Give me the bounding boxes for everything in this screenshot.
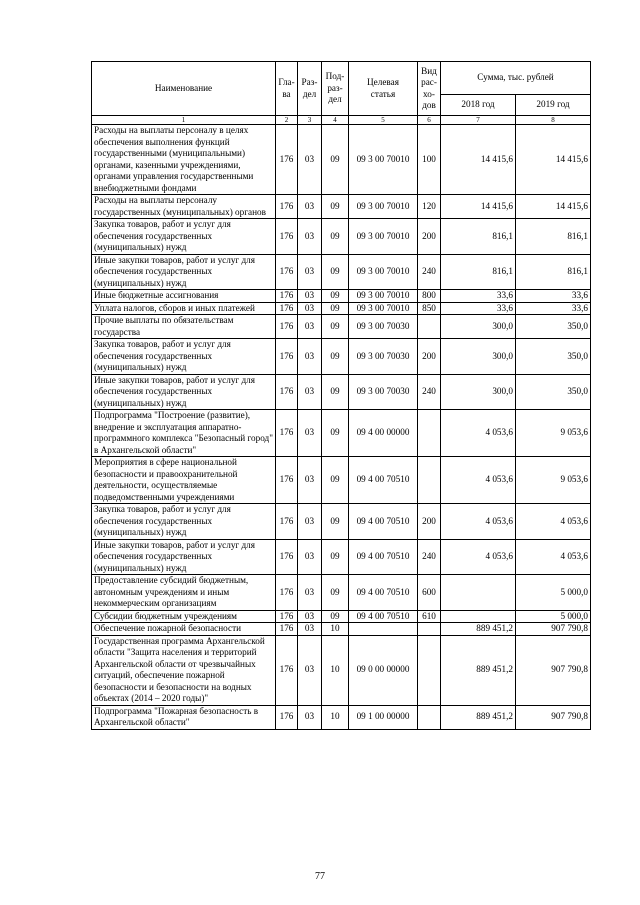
col-number: 8 xyxy=(516,116,591,125)
row-value-2018: 4 053,6 xyxy=(441,504,516,540)
col-number: 5 xyxy=(349,116,418,125)
row-value-2018: 33,6 xyxy=(441,302,516,315)
table-row xyxy=(92,290,591,303)
row-glava: 176 xyxy=(276,575,298,611)
row-podrazdel: 09 xyxy=(322,254,349,290)
row-name: Прочие выплаты по обязательствам государства xyxy=(92,315,276,339)
row-value-2018: 816,1 xyxy=(441,254,516,290)
table-row xyxy=(92,302,591,315)
row-podrazdel: 09 xyxy=(322,410,349,457)
row-expense-type xyxy=(418,315,441,339)
table-row xyxy=(92,219,591,255)
row-razdel: 03 xyxy=(298,195,322,219)
row-razdel: 03 xyxy=(298,623,322,636)
row-expense-type xyxy=(418,457,441,504)
row-value-2018: 4 053,6 xyxy=(441,457,516,504)
table-row xyxy=(92,504,591,540)
row-value-2018: 4 053,6 xyxy=(441,410,516,457)
row-target-article: 09 4 00 70510 xyxy=(349,457,418,504)
row-value-2019: 5 000,0 xyxy=(516,575,591,611)
table-row xyxy=(92,254,591,290)
row-value-2018: 816,1 xyxy=(441,219,516,255)
row-target-article: 09 3 00 70010 xyxy=(349,125,418,195)
row-value-2018: 33,6 xyxy=(441,290,516,303)
row-razdel: 03 xyxy=(298,575,322,611)
header-name: Наименование xyxy=(92,62,276,116)
row-name: Мероприятия в сфере национальной безопасности и правоохранительной деятельности, осуществляемые подведомственными учреждениями xyxy=(92,457,276,504)
row-expense-type: 200 xyxy=(418,504,441,540)
row-value-2019: 4 053,6 xyxy=(516,539,591,575)
table-row xyxy=(92,125,591,195)
row-target-article: 09 3 00 70010 xyxy=(349,254,418,290)
row-target-article: 09 3 00 70030 xyxy=(349,339,418,375)
row-expense-type: 610 xyxy=(418,610,441,623)
row-podrazdel: 09 xyxy=(322,575,349,611)
row-glava: 176 xyxy=(276,315,298,339)
row-name: Иные бюджетные ассигнования xyxy=(92,290,276,303)
table-body xyxy=(92,125,591,730)
row-target-article: 09 3 00 70030 xyxy=(349,374,418,410)
row-target-article: 09 3 00 70030 xyxy=(349,315,418,339)
row-glava: 176 xyxy=(276,219,298,255)
row-value-2019: 33,6 xyxy=(516,302,591,315)
row-glava: 176 xyxy=(276,290,298,303)
header-sum: Сумма, тыс. рублей xyxy=(441,62,591,95)
table-row xyxy=(92,635,591,705)
row-target-article: 09 3 00 70010 xyxy=(349,290,418,303)
budget-table xyxy=(91,61,591,730)
page-number: 77 xyxy=(315,871,325,882)
table-row xyxy=(92,457,591,504)
row-glava: 176 xyxy=(276,623,298,636)
col-number: 2 xyxy=(276,116,298,125)
row-razdel: 03 xyxy=(298,504,322,540)
row-value-2019: 907 790,8 xyxy=(516,635,591,705)
row-value-2019: 350,0 xyxy=(516,339,591,375)
row-podrazdel: 09 xyxy=(322,125,349,195)
row-glava: 176 xyxy=(276,374,298,410)
row-value-2018: 4 053,6 xyxy=(441,539,516,575)
row-expense-type xyxy=(418,623,441,636)
row-expense-type: 200 xyxy=(418,219,441,255)
row-target-article: 09 4 00 70510 xyxy=(349,504,418,540)
row-razdel: 03 xyxy=(298,302,322,315)
row-razdel: 03 xyxy=(298,219,322,255)
row-value-2018 xyxy=(441,575,516,611)
row-podrazdel: 09 xyxy=(322,195,349,219)
row-value-2019: 14 415,6 xyxy=(516,195,591,219)
table-row xyxy=(92,374,591,410)
col-number: 4 xyxy=(322,116,349,125)
row-name: Предоставление субсидий бюджетным, автономным учреждениям и иным некоммерческим организациям xyxy=(92,575,276,611)
header-expense-type: Вид рас- хо- дов xyxy=(418,62,441,116)
table-row xyxy=(92,610,591,623)
row-target-article: 09 1 00 00000 xyxy=(349,705,418,729)
row-target-article: 09 3 00 70010 xyxy=(349,219,418,255)
row-value-2018: 300,0 xyxy=(441,315,516,339)
row-value-2018: 889 451,2 xyxy=(441,623,516,636)
row-podrazdel: 10 xyxy=(322,623,349,636)
row-target-article: 09 3 00 70010 xyxy=(349,195,418,219)
col-number: 6 xyxy=(418,116,441,125)
header-year-2019: 2019 год xyxy=(516,95,591,116)
row-razdel: 03 xyxy=(298,539,322,575)
row-glava: 176 xyxy=(276,635,298,705)
row-value-2019: 33,6 xyxy=(516,290,591,303)
row-value-2019: 907 790,8 xyxy=(516,705,591,729)
row-name: Расходы на выплаты персоналу в целях обеспечения выполнения функций государственными (муниципальными) органами, казенными учреждениями, органами управления государственными внебюджетными фондами xyxy=(92,125,276,195)
row-glava: 176 xyxy=(276,610,298,623)
row-value-2018: 300,0 xyxy=(441,339,516,375)
row-target-article xyxy=(349,623,418,636)
row-podrazdel: 09 xyxy=(322,219,349,255)
row-expense-type: 240 xyxy=(418,374,441,410)
row-value-2019: 907 790,8 xyxy=(516,623,591,636)
row-name: Подпрограмма "Пожарная безопасность в Архангельской области" xyxy=(92,705,276,729)
row-glava: 176 xyxy=(276,705,298,729)
row-name: Закупка товаров, работ и услуг для обеспечения государственных (муниципальных) нужд xyxy=(92,339,276,375)
row-razdel: 03 xyxy=(298,374,322,410)
row-glava: 176 xyxy=(276,504,298,540)
row-podrazdel: 09 xyxy=(322,339,349,375)
table-row xyxy=(92,195,591,219)
header-year-2018: 2018 год xyxy=(441,95,516,116)
row-value-2018: 14 415,6 xyxy=(441,195,516,219)
row-target-article: 09 4 00 70510 xyxy=(349,575,418,611)
row-podrazdel: 09 xyxy=(322,610,349,623)
row-glava: 176 xyxy=(276,339,298,375)
row-value-2018: 14 415,6 xyxy=(441,125,516,195)
row-razdel: 03 xyxy=(298,635,322,705)
row-glava: 176 xyxy=(276,195,298,219)
table-row xyxy=(92,705,591,729)
col-number: 3 xyxy=(298,116,322,125)
header-razdel: Раз- дел xyxy=(298,62,322,116)
row-value-2018: 300,0 xyxy=(441,374,516,410)
row-target-article: 09 4 00 70510 xyxy=(349,539,418,575)
header-glava: Гла- ва xyxy=(276,62,298,116)
row-value-2019: 4 053,6 xyxy=(516,504,591,540)
row-expense-type: 800 xyxy=(418,290,441,303)
row-value-2019: 816,1 xyxy=(516,254,591,290)
row-razdel: 03 xyxy=(298,125,322,195)
row-expense-type xyxy=(418,410,441,457)
row-glava: 176 xyxy=(276,539,298,575)
row-podrazdel: 09 xyxy=(322,504,349,540)
col-number: 7 xyxy=(441,116,516,125)
row-target-article: 09 0 00 00000 xyxy=(349,635,418,705)
row-name: Иные закупки товаров, работ и услуг для обеспечения государственных (муниципальных) нужд xyxy=(92,539,276,575)
table-row xyxy=(92,315,591,339)
row-glava: 176 xyxy=(276,457,298,504)
row-name: Подпрограмма "Построение (развитие), внедрение и эксплуатация аппаратно-программного комплекса "Безопасный город" в Архангельской области" xyxy=(92,410,276,457)
row-expense-type: 850 xyxy=(418,302,441,315)
row-expense-type: 120 xyxy=(418,195,441,219)
row-podrazdel: 09 xyxy=(322,302,349,315)
row-podrazdel: 10 xyxy=(322,635,349,705)
row-expense-type: 200 xyxy=(418,339,441,375)
row-podrazdel: 09 xyxy=(322,315,349,339)
row-value-2018: 889 451,2 xyxy=(441,705,516,729)
row-target-article: 09 4 00 70510 xyxy=(349,610,418,623)
row-name: Иные закупки товаров, работ и услуг для обеспечения государственных (муниципальных) нужд xyxy=(92,374,276,410)
row-name: Обеспечение пожарной безопасности xyxy=(92,623,276,636)
row-podrazdel: 09 xyxy=(322,457,349,504)
row-name: Закупка товаров, работ и услуг для обеспечения государственных (муниципальных) нужд xyxy=(92,504,276,540)
row-razdel: 03 xyxy=(298,610,322,623)
row-expense-type xyxy=(418,635,441,705)
row-podrazdel: 09 xyxy=(322,539,349,575)
row-podrazdel: 09 xyxy=(322,290,349,303)
row-razdel: 03 xyxy=(298,457,322,504)
row-razdel: 03 xyxy=(298,410,322,457)
row-name: Расходы на выплаты персоналу государственных (муниципальных) органов xyxy=(92,195,276,219)
row-value-2019: 14 415,6 xyxy=(516,125,591,195)
row-value-2019: 816,1 xyxy=(516,219,591,255)
budget-table-container xyxy=(91,61,590,730)
row-name: Закупка товаров, работ и услуг для обеспечения государственных (муниципальных) нужд xyxy=(92,219,276,255)
row-target-article: 09 4 00 00000 xyxy=(349,410,418,457)
table-row xyxy=(92,410,591,457)
col-number: 1 xyxy=(92,116,276,125)
row-expense-type: 240 xyxy=(418,539,441,575)
row-razdel: 03 xyxy=(298,339,322,375)
row-razdel: 03 xyxy=(298,290,322,303)
row-value-2018 xyxy=(441,610,516,623)
row-value-2019: 350,0 xyxy=(516,374,591,410)
row-expense-type: 100 xyxy=(418,125,441,195)
column-numbers-row xyxy=(92,116,591,125)
row-podrazdel: 10 xyxy=(322,705,349,729)
table-row xyxy=(92,575,591,611)
row-razdel: 03 xyxy=(298,254,322,290)
row-value-2019: 9 053,6 xyxy=(516,457,591,504)
row-glava: 176 xyxy=(276,302,298,315)
table-row xyxy=(92,339,591,375)
table-row xyxy=(92,623,591,636)
row-target-article: 09 3 00 70010 xyxy=(349,302,418,315)
header-podrazdel: Под- раз- дел xyxy=(322,62,349,116)
row-expense-type: 600 xyxy=(418,575,441,611)
row-name: Субсидии бюджетным учреждениям xyxy=(92,610,276,623)
row-value-2019: 9 053,6 xyxy=(516,410,591,457)
row-name: Иные закупки товаров, работ и услуг для обеспечения государственных (муниципальных) нужд xyxy=(92,254,276,290)
row-name: Государственная программа Архангельской области "Защита населения и территорий Архангельской области от чрезвычайных ситуаций, обеспечение пожарной безопасности и безопасности на водных объектах (2014 – 2020 годы)" xyxy=(92,635,276,705)
row-expense-type xyxy=(418,705,441,729)
row-value-2018: 889 451,2 xyxy=(441,635,516,705)
row-glava: 176 xyxy=(276,254,298,290)
row-glava: 176 xyxy=(276,125,298,195)
row-expense-type: 240 xyxy=(418,254,441,290)
row-name: Уплата налогов, сборов и иных платежей xyxy=(92,302,276,315)
table-row xyxy=(92,539,591,575)
row-razdel: 03 xyxy=(298,315,322,339)
row-podrazdel: 09 xyxy=(322,374,349,410)
row-value-2019: 350,0 xyxy=(516,315,591,339)
row-glava: 176 xyxy=(276,410,298,457)
row-razdel: 03 xyxy=(298,705,322,729)
row-value-2019: 5 000,0 xyxy=(516,610,591,623)
header-target-article: Целевая статья xyxy=(349,62,418,116)
